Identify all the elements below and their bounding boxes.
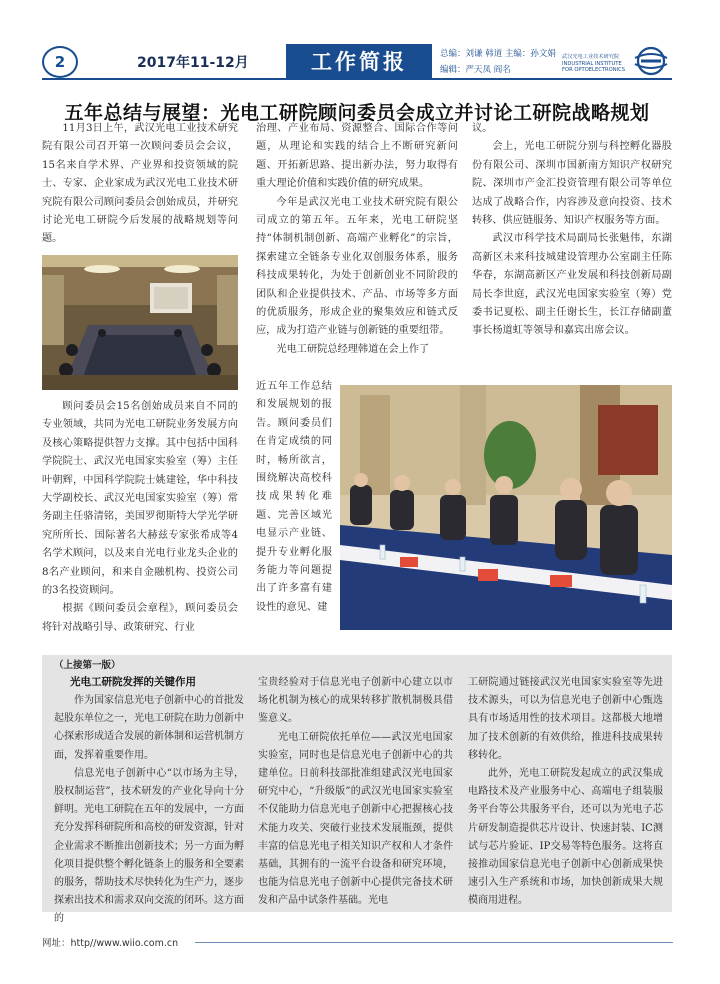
page-number: 2 xyxy=(42,46,78,78)
editor-line-2: 编辑：严天凤 阎名 xyxy=(440,65,511,75)
article-col1-bottom xyxy=(42,398,238,637)
editor-line-1: 总编：刘谦 韩道 主编：孙文娟 xyxy=(440,49,556,59)
org-name-cn: 武汉光电工业技术研究院 xyxy=(562,54,620,60)
box-col3 xyxy=(468,674,663,911)
masthead-rule xyxy=(42,78,672,80)
org-name-en: INDUSTRIAL INSTITUTE FOR OPTOELECTRONICS xyxy=(562,60,626,73)
paragraph: 根据《顾问委员会章程》，顾问委员会将针对战略引导、政策研究、行业 xyxy=(42,603,238,633)
paragraph: 宝贵经验对于信息光电子创新中心建立以市场化机制为核心的成果转移扩散机制极具借鉴意义。 xyxy=(258,677,453,725)
article-headline: 五年总结与展望：光电工研院顾问委员会成立并讨论工研院战略规划 xyxy=(64,102,650,124)
box-col1 xyxy=(54,692,244,929)
paragraph: 光电工研院依托单位——武汉光电国家实验室，同时也是信息光电子创新中心的共建单位。日前科技部批准组建武汉光电国家研究中心，“升级版”的武汉光电国家实验室不仅能助力信息光电子创新中心把握核心技术能力攻关、突破行业技术发展瓶颈，提供丰富的信息光电子相关知识产权和人才条件基础，其拥有的一流平台设备和研究环境，也能为信息光电子创新中心提供完备技术研发和产品中试条件基础。光电 xyxy=(258,731,453,907)
paragraph: 作为国家信息光电子创新中心的首批发起股东单位之一，光电工研院在助力创新中心探索形成适合发展的新体制和运营机制方面，发挥着重要作用。 xyxy=(54,695,244,761)
continued-tag: （上接第一版） xyxy=(54,660,121,671)
article-col3 xyxy=(472,120,672,341)
article-col2-top xyxy=(256,120,458,359)
paragraph: 会上，光电工研院分别与科控孵化器股份有限公司、深圳市国新南方知识产权研究院、深圳市产金汇投资管理有限公司等单位达成了战略合作，内容涉及意向投资、技术转移、供应链服务、知识产权服务等方面。 xyxy=(472,141,672,227)
editor-credits xyxy=(440,46,556,78)
paragraph: 光电工研院总经理韩道在会上作了 xyxy=(276,343,430,355)
institute-logo-icon xyxy=(630,46,672,76)
advisors-meeting-photo xyxy=(340,385,672,630)
paragraph: 治理、产业布局、资源整合、国际合作等问题，从理论和实践的结合上不断研究新问题、开拓新思路、提出新办法，努力取得有重大理论价值和实践价值的研究成果。 xyxy=(256,123,458,190)
paragraph: 11月3日上午，武汉光电工业技术研究院有限公司召开第一次顾问委员会会议，15名来自学术界、产业界和投资领域的院士、专家、企业家成为武汉光电工业技术研究院有限公司顾问委员会创始成员，并研究讨论光电工研院今后发展的战略规划等问题。 xyxy=(42,123,238,245)
paragraph: 工研院通过链接武汉光电国家实验室等先进技术源头，可以为信息光电子创新中心甄选具有市场适用性的技术项目。这都极大地增加了技术创新的有效供给，推进科技成果转移转化。 xyxy=(468,677,663,761)
meeting-room-photo xyxy=(42,255,238,390)
box-col2 xyxy=(258,674,453,911)
footer-rule xyxy=(195,942,673,943)
article-col2-narrow xyxy=(256,378,332,617)
paragraph: 议。 xyxy=(472,123,493,134)
paragraph: 此外，光电工研院发起成立的武汉集成电路技术及产业服务中心、高端电子组装服务平台等公共服务平台，还可以为光电子芯片研发制造提供芯片设计、快速封装、IC测试与芯片验证、IP交易等特色服务。这将直接推动国家信息光电子创新中心创新成果快速引入生产系统和市场，加快创新成果大规模商用进程。 xyxy=(468,768,663,907)
org-name xyxy=(562,54,634,74)
box-title: 光电工研院发挥的关键作用 xyxy=(70,676,196,688)
issue-date: 2017年11-12月 xyxy=(137,55,249,71)
article-col1-top xyxy=(42,120,238,249)
footer-url: 网址：http//www.wiio.com.cn xyxy=(42,938,179,949)
paragraph: 武汉市科学技术局副局长张魁伟，东湖高新区未来科技城建设管理办公室副主任陈华春，东湖高新区产业发展和科技创新局副局长李世庭，武汉光电国家实验室（筹）党委书记夏松、副主任谢长生，长江存储副董事长杨道虹等领导和嘉宾出席会议。 xyxy=(472,233,672,337)
masthead xyxy=(42,44,672,80)
paragraph: 信息光电子创新中心“以市场为主导，股权制运营”，技术研发的产业化导向十分鲜明。光电工研院在五年的发展中，一方面充分发挥科研院所和高校的研发资源，针对企业需求不断推出创新技术；另一方面为孵化项目提供整个孵化链条上的服务和全要素的服务，帮助技术尽快转化为生产力，逐步探索出技术和需求双向交流的闭环。这方面的 xyxy=(54,767,244,925)
paragraph: 近五年工作总结和发展规划的报告。顾问委员们在肯定成绩的同时，畅所欲言，围绕解决高校科技成果转化难题、完善区域光电显示产业链、提升专业孵化服务能力等问题提出了许多富有建设性的意见、建 xyxy=(256,381,332,613)
paragraph: 顾问委员会15名创始成员来自不同的专业领域，共同为光电工研院业务发展方向及核心策略提供智力支撑。其中包括中国科学院院士、武汉光电国家实验室（筹）主任叶朝辉，中国科学院院士姚建铨，华中科技大学副校长、武汉光电国家实验室（筹）常务副主任骆清铭，美国罗彻斯特大学光学研究所所长、国际著名大赫兹专家张希成等4名学术顾问，以及来自光电行业龙头企业的8名产业顾问，和来自金融机构、投资公司的3名投资顾问。 xyxy=(42,401,238,597)
paragraph: 今年是武汉光电工业技术研究院有限公司成立的第五年。五年来，光电工研院坚持“体制机制创新、高端产业孵化”的宗旨，探索建立全链条专业化双创服务体系，服务科技成果转化，为处于创新创业不同阶段的团队和企业提供技术、产品、市场等多方面的优质服务，形成企业的聚集效应和链式反应，成为打造产业链与创新链的重要纽带。 xyxy=(256,196,458,337)
newsletter-brand: 工作简报 xyxy=(286,44,432,78)
